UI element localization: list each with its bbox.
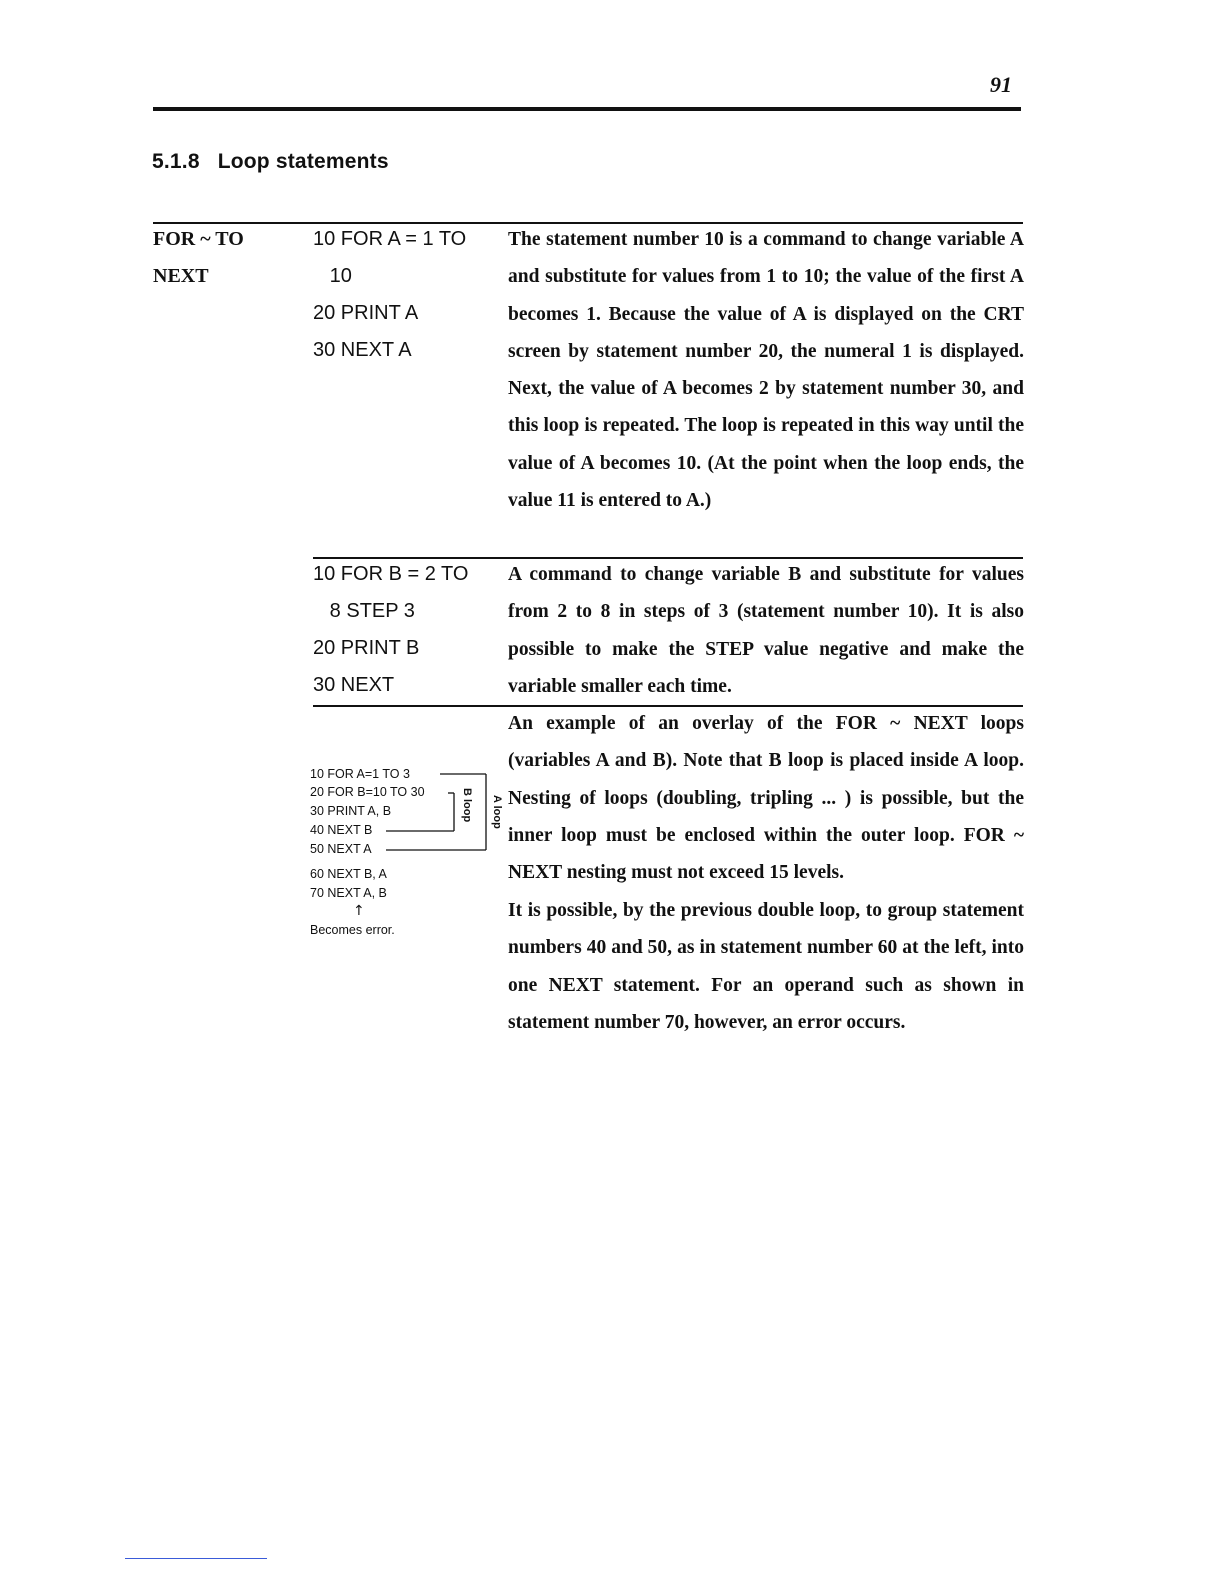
section-heading: Loop statements xyxy=(217,150,389,173)
code-line: 30 NEXT xyxy=(313,674,395,696)
code-line: 8 STEP 3 xyxy=(313,600,415,622)
keyword-next: NEXT xyxy=(153,265,209,287)
diagram-code-line: 50 NEXT A xyxy=(310,842,372,856)
code-line: 20 PRINT B xyxy=(313,637,420,659)
code-line: 20 PRINT A xyxy=(313,302,419,324)
error-code-line: 60 NEXT B, A xyxy=(310,867,387,881)
block3-description-1: An example of an overlay of the FOR ~ NEXT loops (variables A and B). Note that B loop is placed inside A loop. Nesting of loops (doubling, tripling ... ) is possible, but the inner loop must be enclosed within the outer loop. FOR ~ NEXT nesting must not exceed 15 levels. xyxy=(508,713,1024,884)
code-line: 10 FOR B = 2 TO xyxy=(313,563,469,585)
up-arrow-icon: ↑ xyxy=(353,903,365,919)
block1-description: The statement number 10 is a command to change variable A and substitute for values from 1 to 10; the value of the first A becomes 1. Because the value of A is displayed on the CRT screen by statement number 20, the numeral 1 is displayed. Next, the value of A becomes 2 by statement number 30, and this loop is repeated. The loop is repeated in this way until the value of A becomes 10. (At the point when the loop ends, the value 11 is entered to A.) xyxy=(508,229,1024,512)
code-line: 10 xyxy=(313,265,352,287)
block2-description: A command to change variable B and substitute for values from 2 to 8 in steps of 3 (statement number 10). It is also possible to make the STEP value negative and make the variable smaller each time. xyxy=(508,564,1024,697)
diagram-code-line: 20 FOR B=10 TO 30 xyxy=(310,785,425,799)
inner-loop-label: B loop xyxy=(461,788,473,823)
diagram-code-line: 30 PRINT A, B xyxy=(310,804,392,818)
section-number: 5.1.8 xyxy=(152,150,200,173)
error-code-line: 70 NEXT A, B xyxy=(310,886,387,900)
error-note: Becomes error. xyxy=(310,923,395,937)
code-line: 30 NEXT A xyxy=(313,339,412,361)
outer-loop-label: A loop xyxy=(491,795,503,829)
diagram-code-line: 10 FOR A=1 TO 3 xyxy=(310,767,410,781)
block3-description-2: It is possible, by the previous double loop, to group statement numbers 40 and 50, as in statement number 60 at the left, into one NEXT statement. For an operand such as shown in statement number 70, however, an error occurs. xyxy=(508,900,1024,1033)
code-line: 10 FOR A = 1 TO xyxy=(313,228,467,250)
section-title xyxy=(152,150,389,174)
keyword-for-to: FOR ~ TO xyxy=(153,228,244,250)
diagram-code-line: 40 NEXT B xyxy=(310,823,373,837)
header-rule xyxy=(153,107,1021,111)
page-number: 91 xyxy=(990,72,1012,97)
footer-rule xyxy=(125,1558,267,1559)
